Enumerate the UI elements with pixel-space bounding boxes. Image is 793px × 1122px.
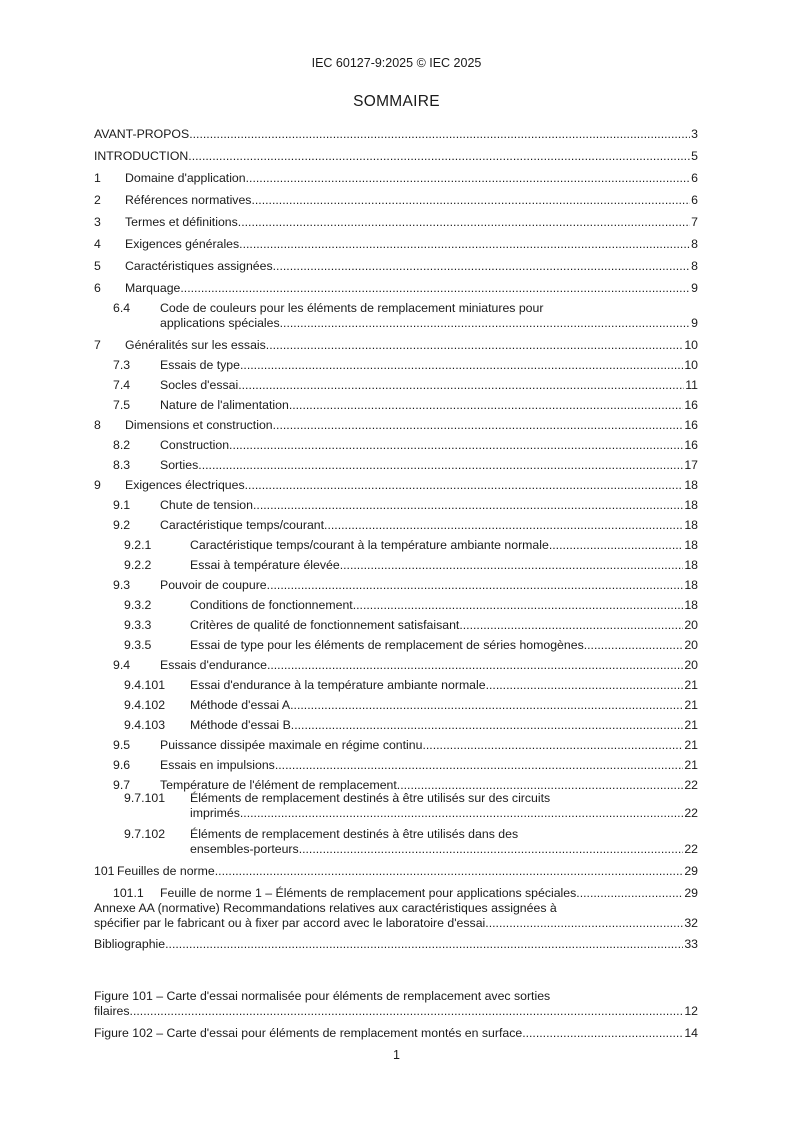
- toc-entry-number: 9.4.102: [124, 698, 166, 712]
- toc-entry[interactable]: [94, 886, 698, 901]
- toc-entry[interactable]: [94, 498, 698, 513]
- toc-entry-page: 18: [684, 498, 698, 512]
- toc-entry-number: 9.3: [113, 578, 131, 592]
- toc-entry[interactable]: [94, 618, 698, 633]
- toc-entry-title: Puissance dissipée maximale en régime continu: [160, 738, 423, 752]
- toc-entry-title: Termes et définitions: [125, 215, 238, 229]
- toc-entry-page: 11: [685, 378, 698, 392]
- toc-entry-page: 21: [684, 678, 698, 692]
- toc-entry[interactable]: [94, 598, 698, 613]
- toc-entry-title: Critères de qualité de fonctionnement satisfaisant: [190, 618, 460, 632]
- toc-entry[interactable]: [94, 338, 698, 353]
- toc-entry[interactable]: [94, 658, 698, 673]
- toc-entry-page: 21: [684, 758, 698, 772]
- toc-entry-title: Méthode d'essai A: [190, 698, 291, 712]
- toc-entry-title: Méthode d'essai B: [190, 718, 291, 732]
- toc-entry[interactable]: [94, 638, 698, 653]
- toc-entry-number: 8.3: [113, 458, 131, 472]
- toc-entry-title: Feuilles de norme: [117, 864, 215, 878]
- dot-leader: [486, 678, 684, 693]
- dot-leader: [165, 937, 683, 952]
- toc-entry-number: 9.6: [113, 758, 131, 772]
- toc-entry-number: 7: [94, 338, 101, 352]
- figure-entry-title: Figure 102 – Carte d'essai pour éléments de remplacement montés en surface: [94, 1026, 523, 1040]
- toc-entry-title: Références normatives: [125, 193, 252, 207]
- toc-entry-title: Caractéristiques assignées: [125, 259, 273, 273]
- toc-entry-title: Essai à température élevée: [190, 558, 340, 572]
- toc-entry-title: Dimensions et construction: [125, 418, 273, 432]
- toc-entry[interactable]: [94, 558, 698, 573]
- toc-entry-number: 8.2: [113, 438, 131, 452]
- toc-entry[interactable]: [94, 378, 698, 393]
- toc-entry-page: 10: [684, 358, 698, 372]
- toc-entry-number: 9.2.1: [124, 538, 152, 552]
- dot-leader: [239, 237, 690, 252]
- toc-entry[interactable]: [94, 901, 698, 931]
- toc-entry[interactable]: [94, 149, 698, 164]
- toc-entry-page: 18: [684, 598, 698, 612]
- dot-leader: [340, 558, 684, 573]
- toc-entry[interactable]: [94, 718, 698, 733]
- toc-entry-page: 3: [691, 127, 698, 141]
- toc-entry-number: 9: [94, 478, 101, 492]
- toc-entry-page: 9: [691, 316, 698, 330]
- toc-entry-page: 6: [691, 171, 698, 185]
- dot-leader: [188, 149, 690, 164]
- dot-leader: [584, 638, 684, 653]
- toc-entry-page: 21: [684, 698, 698, 712]
- toc-entry-title-line1: Éléments de remplacement destinés à être utilisés dans des: [190, 827, 519, 841]
- page-number: 1: [393, 1048, 400, 1062]
- dot-leader: [130, 1004, 684, 1019]
- toc-entry[interactable]: [94, 538, 698, 553]
- toc-entry-page: 20: [684, 638, 698, 652]
- toc-entry-page: 29: [684, 864, 698, 878]
- page-title: SOMMAIRE: [353, 93, 440, 110]
- toc-entry-title: Marquage: [125, 281, 181, 295]
- toc-entry-title: imprimés: [190, 806, 240, 820]
- toc-entry-page: 8: [691, 259, 698, 273]
- toc-entry[interactable]: [94, 215, 698, 230]
- toc-entry-title: Domaine d'application: [125, 171, 246, 185]
- toc-entry[interactable]: [94, 578, 698, 593]
- dot-leader: [198, 458, 683, 473]
- dot-leader: [238, 378, 684, 393]
- toc-entry-number: 5: [94, 259, 101, 273]
- toc-entry-title: AVANT-PROPOS: [94, 127, 190, 141]
- toc-entry[interactable]: [94, 418, 698, 433]
- toc-entry[interactable]: [94, 758, 698, 773]
- dot-leader: [266, 338, 684, 353]
- toc-entry[interactable]: [94, 127, 698, 142]
- toc-entry-number: 9.5: [113, 738, 131, 752]
- toc-entry-number: 9.2: [113, 518, 131, 532]
- toc-entry-number: 101: [94, 864, 115, 878]
- toc-entry-number: 6: [94, 281, 101, 295]
- toc-entry[interactable]: [94, 458, 698, 473]
- dot-leader: [240, 806, 683, 821]
- toc-entry-title: Essais de type: [160, 358, 240, 372]
- dot-leader: [273, 259, 691, 274]
- toc-entry-title: Température de l'élément de remplacement: [160, 778, 397, 792]
- toc-entry-title: Caractéristique temps/courant à la température ambiante normale: [190, 538, 549, 552]
- dot-leader: [459, 618, 683, 633]
- dot-leader: [291, 718, 684, 733]
- toc-entry-number: 7.4: [113, 378, 131, 392]
- toc-entry-number: 8: [94, 418, 101, 432]
- toc-entry[interactable]: [94, 193, 698, 208]
- toc-entry-number: 9.3.5: [124, 638, 152, 652]
- dot-leader: [290, 698, 683, 713]
- toc-entry-title: Socles d'essai: [160, 378, 239, 392]
- toc-entry-title-line1: Annexe AA (normative) Recommandations relatives aux caractéristiques assignées à: [94, 901, 557, 915]
- dot-leader: [180, 281, 690, 296]
- toc-entry[interactable]: [94, 864, 698, 879]
- dot-leader: [353, 598, 684, 613]
- dot-leader: [485, 916, 683, 931]
- toc-entry[interactable]: [94, 698, 698, 713]
- dot-leader: [267, 658, 683, 673]
- toc-entry[interactable]: [94, 791, 698, 821]
- toc-entry-number: 9.7: [113, 778, 131, 792]
- toc-entry-title: Exigences électriques: [125, 478, 245, 492]
- dot-leader: [189, 127, 690, 142]
- figure-entry[interactable]: [94, 989, 698, 1019]
- dot-leader: [238, 215, 690, 230]
- toc-entry[interactable]: [94, 301, 698, 331]
- toc-entry-number: 9.7.101: [124, 791, 166, 805]
- toc-entry-page: 9: [691, 281, 698, 295]
- toc-entry[interactable]: [94, 358, 698, 373]
- table-of-contents: [94, 0, 698, 1122]
- toc-entry-page: 22: [684, 842, 698, 856]
- toc-entry-page: 18: [684, 538, 698, 552]
- toc-entry-page: 18: [684, 558, 698, 572]
- figure-entry[interactable]: [94, 1026, 698, 1041]
- toc-entry-page: 29: [684, 886, 698, 900]
- toc-entry-title: applications spéciales: [160, 316, 280, 330]
- toc-entry-page: 18: [684, 518, 698, 532]
- toc-entry-title: ensembles-porteurs: [190, 842, 299, 856]
- toc-entry[interactable]: [94, 937, 698, 952]
- toc-entry-number: 7.5: [113, 398, 131, 412]
- toc-entry-page: 16: [684, 418, 698, 432]
- toc-entry-page: 17: [684, 458, 698, 472]
- dot-leader: [289, 398, 684, 413]
- toc-entry[interactable]: [94, 478, 698, 493]
- dot-leader: [275, 758, 683, 773]
- toc-entry-number: 9.3.3: [124, 618, 152, 632]
- toc-entry-number: 4: [94, 237, 101, 251]
- toc-entry-page: 20: [684, 658, 698, 672]
- toc-entry-title: Généralités sur les essais: [125, 338, 266, 352]
- toc-entry-number: 9.1: [113, 498, 131, 512]
- dot-leader: [576, 886, 683, 901]
- toc-entry-title: Construction: [160, 438, 230, 452]
- toc-entry-page: 22: [684, 778, 698, 792]
- toc-entry-number: 1: [94, 171, 101, 185]
- toc-entry-number: 9.7.102: [124, 827, 166, 841]
- toc-entry[interactable]: [94, 738, 698, 753]
- toc-entry-title: Sorties: [160, 458, 199, 472]
- toc-entry-title: Pouvoir de coupure: [160, 578, 267, 592]
- dot-leader: [324, 518, 683, 533]
- toc-entry-title: Feuille de norme 1 – Éléments de remplacement pour applications spéciales: [160, 886, 577, 900]
- toc-entry-number: 6.4: [113, 301, 131, 315]
- toc-entry-number: 9.3.2: [124, 598, 152, 612]
- toc-entry-title-line1: Éléments de remplacement destinés à être utilisés sur des circuits: [190, 791, 551, 805]
- toc-entry-title: Essais d'endurance: [160, 658, 267, 672]
- toc-entry-page: 32: [684, 916, 698, 930]
- dot-leader: [267, 578, 684, 593]
- dot-leader: [251, 193, 690, 208]
- toc-entry-page: 21: [684, 718, 698, 732]
- toc-entry-page: 7: [691, 215, 698, 229]
- toc-entry-title: Essai de type pour les éléments de remplacement de séries homogènes: [190, 638, 584, 652]
- toc-entry-title: Chute de tension: [160, 498, 253, 512]
- dot-leader: [299, 842, 684, 857]
- dot-leader: [245, 478, 684, 493]
- toc-entry[interactable]: [94, 398, 698, 413]
- dot-leader: [229, 438, 683, 453]
- dot-leader: [273, 418, 684, 433]
- toc-entry-title-line1: Code de couleurs pour les éléments de remplacement miniatures pour: [160, 301, 544, 315]
- toc-entry-number: 101.1: [113, 886, 144, 900]
- toc-entry-page: 18: [684, 478, 698, 492]
- toc-entry-title: Exigences générales: [125, 237, 240, 251]
- toc-entry-number: 9.2.2: [124, 558, 152, 572]
- toc-entry-number: 9.4.103: [124, 718, 166, 732]
- toc-entry-title: Conditions de fonctionnement: [190, 598, 353, 612]
- toc-entry[interactable]: [94, 281, 698, 296]
- toc-entry-page: 16: [684, 398, 698, 412]
- toc-entry-page: 8: [691, 237, 698, 251]
- toc-entry-title: Nature de l'alimentation: [160, 398, 289, 412]
- toc-entry-page: 18: [684, 578, 698, 592]
- dot-leader: [522, 1026, 683, 1041]
- figure-entry-title-line1: Figure 101 – Carte d'essai normalisée pour éléments de remplacement avec sorties: [94, 989, 551, 1003]
- toc-entry-page: 16: [684, 438, 698, 452]
- toc-entry-number: 3: [94, 215, 101, 229]
- dot-leader: [240, 358, 683, 373]
- toc-entry[interactable]: [94, 438, 698, 453]
- toc-entry-title: Caractéristique temps/courant: [160, 518, 325, 532]
- toc-entry-title: INTRODUCTION: [94, 149, 189, 163]
- toc-entry-title: Bibliographie: [94, 937, 166, 951]
- toc-entry-title: spécifier par le fabricant ou à fixer par accord avec le laboratoire d'essai: [94, 916, 486, 930]
- toc-entry[interactable]: [94, 678, 698, 693]
- toc-entry-page: 5: [691, 149, 698, 163]
- toc-entry[interactable]: [94, 518, 698, 533]
- toc-entry[interactable]: [94, 827, 698, 857]
- figure-entry-page: 12: [684, 1004, 698, 1018]
- dot-leader: [246, 171, 691, 186]
- dot-leader: [422, 738, 683, 753]
- dot-leader: [215, 864, 684, 879]
- toc-entry[interactable]: [94, 171, 698, 186]
- toc-entry-page: 10: [684, 338, 698, 352]
- toc-entry-number: 9.4.101: [124, 678, 166, 692]
- toc-entry-page: 20: [684, 618, 698, 632]
- toc-entry-number: 7.3: [113, 358, 131, 372]
- toc-entry-title: Essais en impulsions: [160, 758, 275, 772]
- dot-leader: [280, 316, 691, 331]
- toc-entry[interactable]: [94, 237, 698, 252]
- toc-entry[interactable]: [94, 259, 698, 274]
- toc-entry-page: 22: [684, 806, 698, 820]
- toc-entry-page: 6: [691, 193, 698, 207]
- toc-entry-page: 33: [684, 937, 698, 951]
- document-header: IEC 60127-9:2025 © IEC 2025: [311, 56, 482, 70]
- toc-entry-number: 9.4: [113, 658, 131, 672]
- toc-entry-page: 21: [684, 738, 698, 752]
- toc-entry-title: Essai d'endurance à la température ambiante normale: [190, 678, 486, 692]
- dot-leader: [549, 538, 683, 553]
- dot-leader: [253, 498, 683, 513]
- figure-entry-page: 14: [684, 1026, 698, 1040]
- figure-entry-title: filaires: [94, 1004, 130, 1018]
- toc-entry-number: 2: [94, 193, 101, 207]
